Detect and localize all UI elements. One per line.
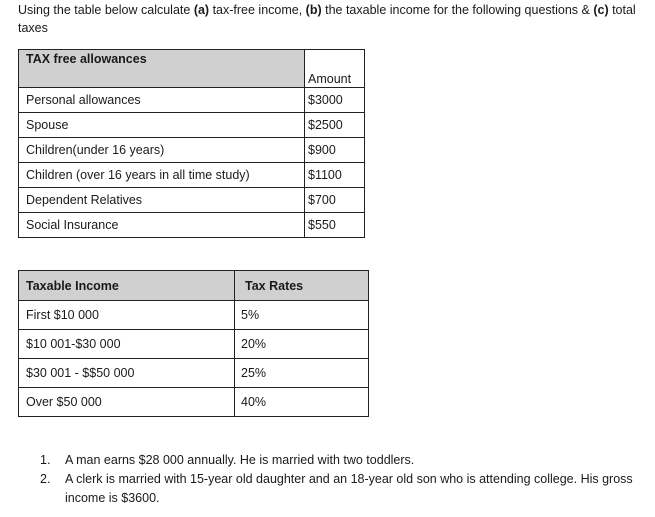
taxable-income-header: Taxable Income: [19, 271, 235, 301]
table-row: [19, 188, 365, 213]
table-row: [19, 113, 365, 138]
question-list: [40, 451, 645, 508]
question-number: 1.: [40, 453, 51, 467]
table-row: [19, 388, 369, 417]
table-row: [19, 330, 369, 359]
allowances-title: TAX free allowances: [19, 50, 305, 88]
table-row: [19, 138, 365, 163]
intro-part-1: Using the table below calculate: [18, 3, 194, 17]
table-row: [19, 88, 365, 113]
allowance-amount: $550: [305, 213, 365, 238]
tax-rate: 40%: [235, 388, 369, 417]
label-a: (a): [193, 3, 210, 17]
allowance-label: Spouse: [19, 113, 305, 138]
tax-rates-table: [18, 270, 369, 417]
allowance-amount: $2500: [305, 113, 365, 138]
income-band: $10 001-$30 000: [19, 330, 235, 359]
question-text: A man earns $28 000 annually. He is married with two toddlers.: [65, 453, 415, 467]
table-row: [19, 163, 365, 188]
intro-part-4: total taxes: [18, 3, 636, 35]
allowance-label: Children(under 16 years): [19, 138, 305, 163]
allowance-amount: $1100: [305, 163, 365, 188]
table-row: [19, 301, 369, 330]
allowance-label: Personal allowances: [19, 88, 305, 113]
table-header-row: [19, 271, 369, 301]
income-band: Over $50 000: [19, 388, 235, 417]
income-band: $30 001 - $$50 000: [19, 359, 235, 388]
allowance-label: Children (over 16 years in all time study): [19, 163, 305, 188]
question-number: 2.: [40, 472, 51, 486]
table-row: [19, 213, 365, 238]
amount-header: Amount: [305, 50, 365, 88]
intro-part-2: tax-free income,: [209, 3, 306, 17]
instructions-paragraph: [18, 1, 648, 37]
allowance-amount: $3000: [305, 88, 365, 113]
allowance-label: Dependent Relatives: [19, 188, 305, 213]
label-c: (c): [593, 3, 609, 17]
table-row: [19, 359, 369, 388]
tax-rate: 5%: [235, 301, 369, 330]
tax-rates-header: Tax Rates: [235, 271, 369, 301]
tax-rate: 25%: [235, 359, 369, 388]
list-item: [40, 451, 645, 470]
label-b: (b): [305, 3, 322, 17]
question-text: A clerk is married with 15-year old daughter and an 18-year old son who is attending college. His gross income is $3600.: [65, 472, 633, 505]
tax-rate: 20%: [235, 330, 369, 359]
allowance-amount: $700: [305, 188, 365, 213]
allowance-amount: $900: [305, 138, 365, 163]
list-item: [40, 470, 645, 508]
tax-free-allowances-table: [18, 49, 365, 238]
allowance-label: Social Insurance: [19, 213, 305, 238]
intro-part-3: the taxable income for the following questions &: [321, 3, 594, 17]
income-band: First $10 000: [19, 301, 235, 330]
table-header-row: [19, 50, 365, 88]
